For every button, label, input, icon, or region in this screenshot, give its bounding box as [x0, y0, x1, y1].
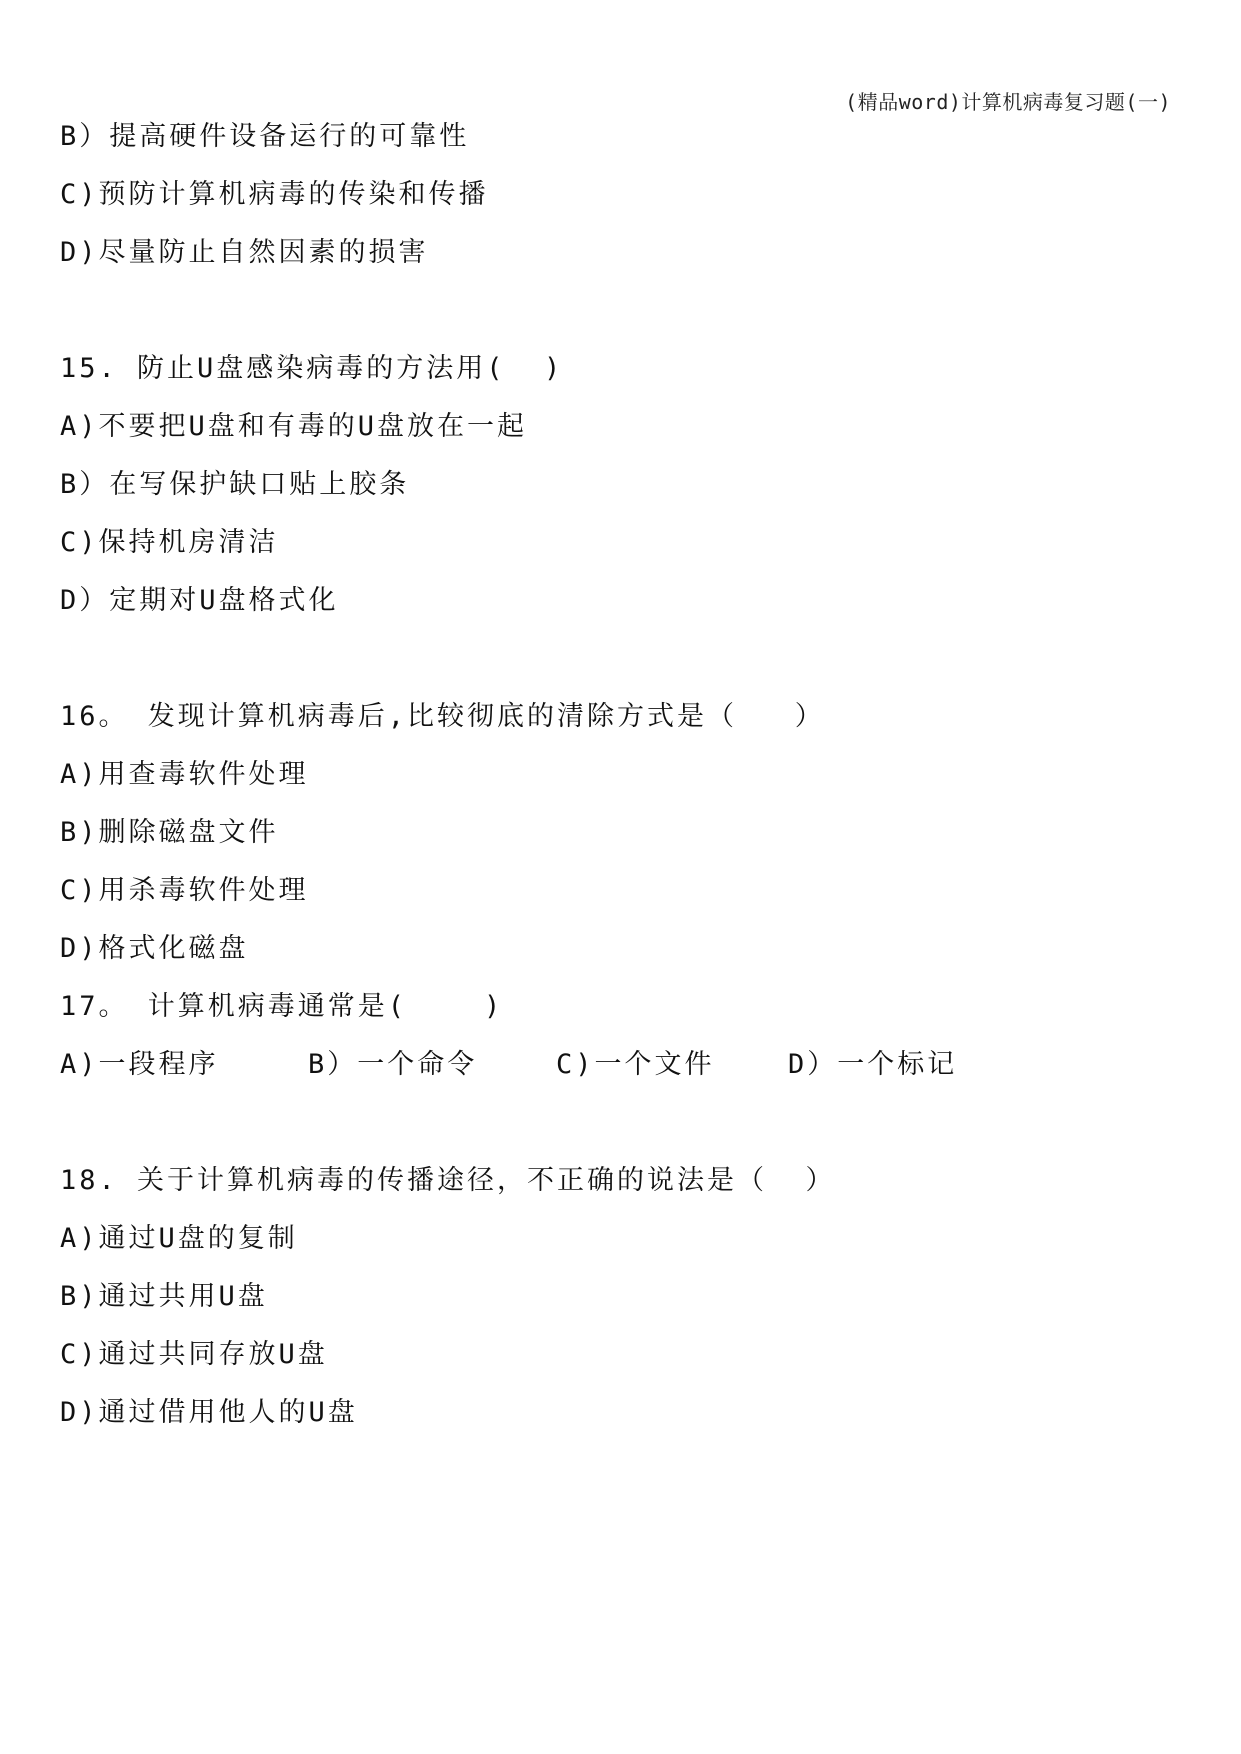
option-a: A)用查毒软件处理: [60, 759, 309, 790]
option-d: D)尽量防止自然因素的损害: [60, 237, 429, 268]
option-c: C)保持机房清洁: [60, 527, 279, 558]
option-c: C)一个文件: [556, 1049, 715, 1080]
option-a: A)通过U盘的复制: [60, 1223, 298, 1254]
option-c: C)预防计算机病毒的传染和传播: [60, 179, 489, 210]
question-stem: 16。 发现计算机病毒后,比较彻底的清除方式是（ ）: [60, 701, 825, 732]
option-b: B)通过共用U盘: [60, 1281, 268, 1312]
option-d: D）定期对U盘格式化: [60, 585, 339, 616]
question-stem: 15. 防止U盘感染病毒的方法用( ): [60, 353, 564, 384]
option-a: A)不要把U盘和有毒的U盘放在一起: [60, 411, 528, 442]
option-c: C)通过共同存放U盘: [60, 1339, 328, 1370]
option-b: B）在写保护缺口贴上胶条: [60, 469, 410, 500]
option-c: C)用杀毒软件处理: [60, 875, 309, 906]
question-stem: 18. 关于计算机病毒的传播途径，不正确的说法是（ ）: [60, 1165, 836, 1196]
page-header: (精品word)计算机病毒复习题(一): [845, 90, 1171, 114]
option-d: D)通过借用他人的U盘: [60, 1397, 358, 1428]
option-d: D)格式化磁盘: [60, 933, 249, 964]
option-b: B）一个命令: [308, 1049, 478, 1080]
question-stem: 17。 计算机病毒通常是( ): [60, 991, 504, 1022]
option-row: [60, 1048, 1160, 1082]
option-d: D）一个标记: [788, 1049, 958, 1080]
option-a: A)一段程序: [60, 1049, 219, 1080]
option-b: B)删除磁盘文件: [60, 817, 279, 848]
option-b: B）提高硬件设备运行的可靠性: [60, 121, 470, 152]
